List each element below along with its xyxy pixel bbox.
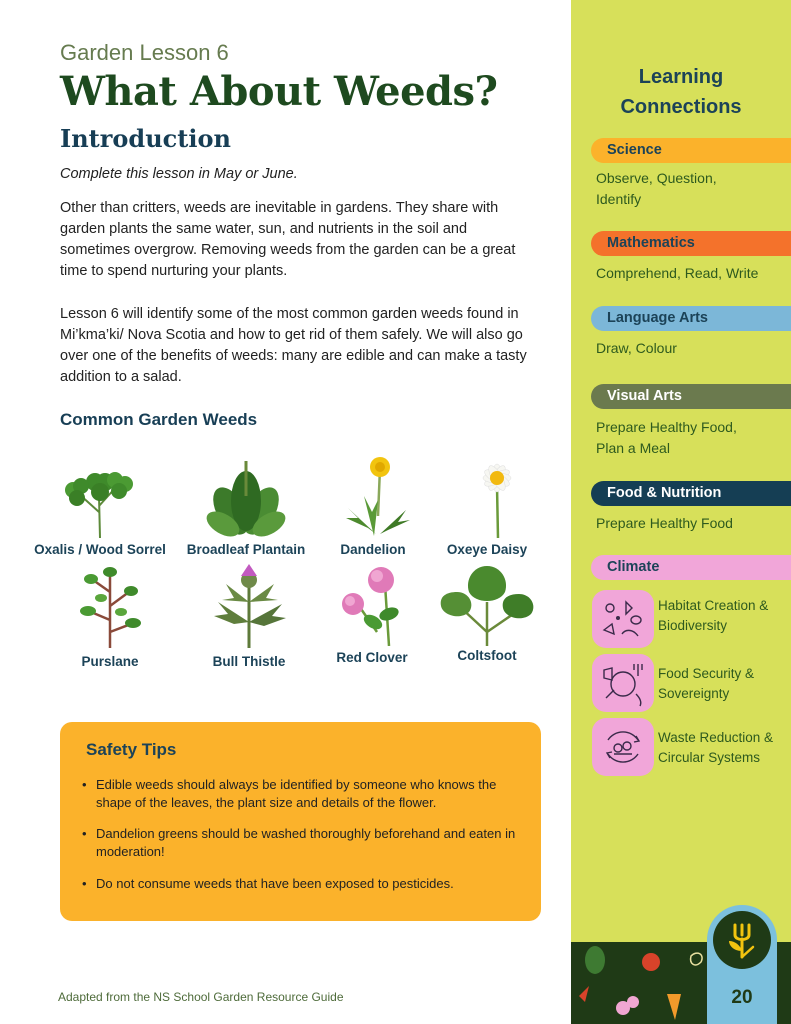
safety-tips-box xyxy=(60,722,541,921)
learning-connections-sidebar xyxy=(571,0,791,1024)
sidebar-title-line-1: Learning xyxy=(638,66,724,88)
climate-text-waste-reduction: Waste Reduction & Circular Systems xyxy=(658,730,774,765)
weed-red-clover xyxy=(322,562,422,665)
food-security-icon xyxy=(592,654,654,712)
weed-coltsfoot xyxy=(432,562,542,663)
sidebar-title-line-2: Connections xyxy=(620,96,742,118)
subject-desc-food-nutrition: Prepare Healthy Food xyxy=(596,515,733,531)
sidebar-title xyxy=(571,62,791,122)
page-number-tab xyxy=(707,905,777,1024)
intro-paragraph-2: Lesson 6 will identify some of the most common garden weeds found in Mi’kma’ki/ Nova Scotia and how to get rid of them safely. We will also go over one of the benefits of weeds: many are edible and can make a tasty addition to a salad. xyxy=(60,306,527,385)
subject-tab-language-arts: Language Arts xyxy=(591,306,791,331)
weed-oxalis xyxy=(26,456,174,557)
intro-note: Complete this lesson in May or June. xyxy=(60,166,298,182)
lesson-label: Garden Lesson 6 xyxy=(60,40,229,65)
fork-sprout-icon xyxy=(713,911,771,969)
subject-desc-visual-arts: Prepare Healthy Food, Plan a Meal xyxy=(596,419,737,456)
subject-tab-science: Science xyxy=(591,138,791,163)
weed-label: Purslane xyxy=(81,654,139,669)
purslane-icon xyxy=(65,562,155,648)
waste-reduction-icon xyxy=(592,718,654,776)
habitat-icon xyxy=(592,590,654,648)
subject-tab-climate: Climate xyxy=(591,555,791,580)
weed-label: Broadleaf Plantain xyxy=(186,542,306,557)
oxalis-icon xyxy=(55,456,145,538)
coltsfoot-icon xyxy=(435,562,539,646)
climate-text-food-security: Food Security & Sovereignty xyxy=(658,666,755,701)
subject-desc-science: Observe, Question, Identify xyxy=(596,170,717,207)
clover-icon xyxy=(327,562,417,646)
weed-label: Bull Thistle xyxy=(212,654,286,669)
subject-desc-language-arts: Draw, Colour xyxy=(596,340,677,356)
dandelion-icon xyxy=(328,456,418,538)
weeds-heading: Common Garden Weeds xyxy=(60,410,258,429)
weed-label: Oxalis / Wood Sorrel xyxy=(34,542,166,557)
subject-tab-mathematics: Mathematics xyxy=(591,231,791,256)
weed-label: Red Clover xyxy=(336,650,408,665)
safety-tip-2: • Dandelion greens should be washed thoroughly beforehand and eaten in moderation! xyxy=(96,825,516,861)
subject-tab-visual-arts: Visual Arts xyxy=(591,384,791,409)
weed-dandelion xyxy=(318,456,428,557)
weed-oxeye-daisy xyxy=(432,456,542,557)
page-title: What About Weeds? xyxy=(60,68,498,115)
intro-paragraph-1: Other than critters, weeds are inevitable in gardens. They share with garden plants the same water, sun, and nutrients in the soil and sometimes overgrow. Removing weeds from the garden can be a great time to spend nurturing your plants. xyxy=(60,200,516,279)
climate-text-habitat: Habitat Creation & Biodiversity xyxy=(658,598,769,633)
weed-bull-thistle xyxy=(190,562,308,669)
subject-tab-food-nutrition: Food & Nutrition xyxy=(591,481,791,506)
plantain-icon xyxy=(201,456,291,538)
page-number: 20 xyxy=(731,987,753,1008)
safety-tip-1: • Edible weeds should always be identified by someone who knows the shape of the leaves, the plant size and details of the flower. xyxy=(96,776,516,812)
safety-tip-3: • Do not consume weeds that have been exposed to pesticides. xyxy=(96,875,516,893)
thistle-icon xyxy=(204,562,294,648)
weed-broadleaf-plantain xyxy=(176,456,316,557)
weed-label: Coltsfoot xyxy=(457,648,517,663)
weed-label: Dandelion xyxy=(340,542,406,557)
daisy-icon xyxy=(442,456,532,538)
introduction-heading: Introduction xyxy=(60,124,231,153)
safety-tips-heading: Safety Tips xyxy=(86,740,177,759)
weed-label: Oxeye Daisy xyxy=(446,542,528,557)
subject-desc-mathematics: Comprehend, Read, Write xyxy=(596,265,759,281)
weed-purslane xyxy=(60,562,160,669)
footer-source: Adapted from the NS School Garden Resource Guide xyxy=(58,990,344,1004)
